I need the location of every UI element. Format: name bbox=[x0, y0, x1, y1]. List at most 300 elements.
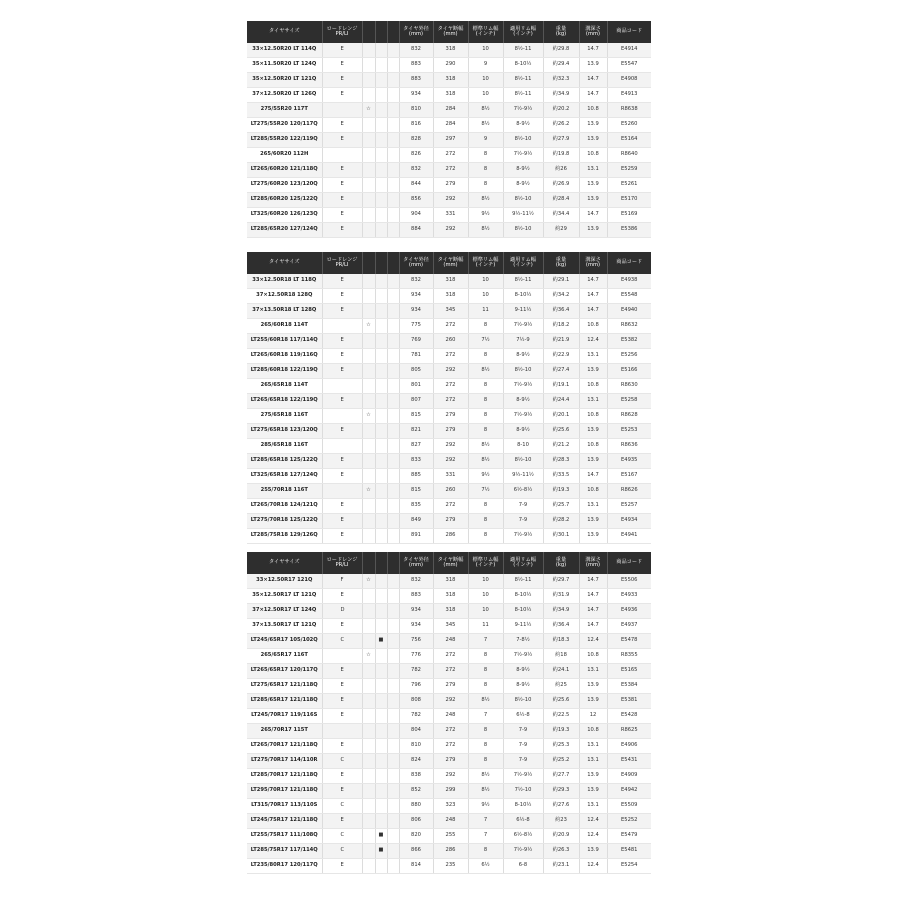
cell-outer-diameter: 804 bbox=[399, 724, 433, 739]
cell-size: 285/65R18 116T bbox=[247, 439, 322, 454]
cell-product-code: R8632 bbox=[607, 319, 651, 334]
cell-section-width: 318 bbox=[433, 604, 468, 619]
cell-mark-a bbox=[362, 439, 375, 454]
cell-applicable-rim: 8-10½ bbox=[503, 589, 543, 604]
cell-weight: 約36.4 bbox=[543, 619, 579, 634]
cell-mark-a bbox=[362, 304, 375, 319]
cell-tread-depth: 14.7 bbox=[579, 289, 607, 304]
header-mark-c bbox=[387, 21, 399, 43]
cell-applicable-rim: 8-10½ bbox=[503, 604, 543, 619]
cell-mark-a bbox=[362, 454, 375, 469]
cell-size: LT265/65R18 122/119Q bbox=[247, 394, 322, 409]
header-mark-b bbox=[375, 21, 387, 43]
cell-mark-b bbox=[375, 859, 387, 874]
cell-load-range: E bbox=[322, 514, 362, 529]
cell-tread-depth: 12.4 bbox=[579, 334, 607, 349]
cell-load-range bbox=[322, 319, 362, 334]
cell-weight: 約26.9 bbox=[543, 178, 579, 193]
cell-section-width: 279 bbox=[433, 679, 468, 694]
cell-mark-a bbox=[362, 739, 375, 754]
cell-weight: 約26.3 bbox=[543, 844, 579, 859]
cell-load-range: E bbox=[322, 469, 362, 484]
cell-standard-rim: 8½ bbox=[468, 193, 503, 208]
cell-product-code: R8640 bbox=[607, 148, 651, 163]
table-row bbox=[247, 334, 651, 349]
cell-mark-a bbox=[362, 349, 375, 364]
cell-mark-a: ☆ bbox=[362, 484, 375, 499]
cell-mark-b bbox=[375, 223, 387, 238]
cell-load-range: E bbox=[322, 58, 362, 73]
cell-tread-depth: 12.4 bbox=[579, 859, 607, 874]
cell-mark-a bbox=[362, 208, 375, 223]
cell-mark-c bbox=[387, 829, 399, 844]
cell-product-code: E4909 bbox=[607, 769, 651, 784]
header-weight: 重量 (kg) bbox=[543, 21, 579, 43]
cell-tread-depth: 13.1 bbox=[579, 799, 607, 814]
cell-load-range: E bbox=[322, 769, 362, 784]
header-weight: 重量 (kg) bbox=[543, 552, 579, 574]
cell-mark-a bbox=[362, 604, 375, 619]
cell-outer-diameter: 844 bbox=[399, 178, 433, 193]
cell-standard-rim: 7½ bbox=[468, 484, 503, 499]
cell-size: 35×11.50R20 LT 124Q bbox=[247, 58, 322, 73]
cell-size: LT265/65R17 120/117Q bbox=[247, 664, 322, 679]
cell-applicable-rim: 7-8½ bbox=[503, 634, 543, 649]
cell-mark-b bbox=[375, 409, 387, 424]
cell-tread-depth: 13.1 bbox=[579, 499, 607, 514]
header-weight: 重量 (kg) bbox=[543, 252, 579, 274]
header-row bbox=[247, 552, 651, 574]
cell-mark-c bbox=[387, 604, 399, 619]
cell-outer-diameter: 832 bbox=[399, 43, 433, 58]
cell-applicable-rim: 7-9 bbox=[503, 754, 543, 769]
cell-standard-rim: 9½ bbox=[468, 208, 503, 223]
cell-tread-depth: 13.9 bbox=[579, 529, 607, 544]
cell-applicable-rim: 7½-9 bbox=[503, 334, 543, 349]
cell-outer-diameter: 852 bbox=[399, 784, 433, 799]
cell-mark-c bbox=[387, 454, 399, 469]
cell-section-width: 292 bbox=[433, 769, 468, 784]
cell-outer-diameter: 769 bbox=[399, 334, 433, 349]
table-row bbox=[247, 43, 651, 58]
cell-product-code: E5381 bbox=[607, 694, 651, 709]
cell-section-width: 272 bbox=[433, 664, 468, 679]
header-load-range: ロードレンジ PR/LI bbox=[322, 552, 362, 574]
cell-section-width: 248 bbox=[433, 709, 468, 724]
cell-mark-c bbox=[387, 784, 399, 799]
cell-mark-c bbox=[387, 334, 399, 349]
cell-weight: 約25.7 bbox=[543, 499, 579, 514]
cell-tread-depth: 13.9 bbox=[579, 424, 607, 439]
cell-mark-b bbox=[375, 289, 387, 304]
cell-load-range: E bbox=[322, 208, 362, 223]
cell-applicable-rim: 7-9 bbox=[503, 514, 543, 529]
cell-standard-rim: 8 bbox=[468, 163, 503, 178]
cell-weight: 約20.9 bbox=[543, 829, 579, 844]
cell-weight: 約36.4 bbox=[543, 304, 579, 319]
cell-mark-a bbox=[362, 148, 375, 163]
cell-size: 37×12.50R17 LT 124Q bbox=[247, 604, 322, 619]
cell-section-width: 272 bbox=[433, 724, 468, 739]
cell-load-range: E bbox=[322, 619, 362, 634]
cell-section-width: 272 bbox=[433, 349, 468, 364]
table-row bbox=[247, 649, 651, 664]
cell-load-range: E bbox=[322, 43, 362, 58]
cell-mark-a bbox=[362, 364, 375, 379]
cell-product-code: E4906 bbox=[607, 739, 651, 754]
cell-standard-rim: 10 bbox=[468, 589, 503, 604]
cell-outer-diameter: 781 bbox=[399, 349, 433, 364]
cell-section-width: 248 bbox=[433, 634, 468, 649]
cell-load-range: E bbox=[322, 334, 362, 349]
cell-outer-diameter: 775 bbox=[399, 319, 433, 334]
cell-standard-rim: 8 bbox=[468, 679, 503, 694]
cell-standard-rim: 8 bbox=[468, 319, 503, 334]
cell-standard-rim: 9½ bbox=[468, 799, 503, 814]
cell-mark-c bbox=[387, 754, 399, 769]
cell-mark-b bbox=[375, 514, 387, 529]
cell-mark-b bbox=[375, 784, 387, 799]
table-row bbox=[247, 859, 651, 874]
table-row bbox=[247, 349, 651, 364]
cell-mark-c bbox=[387, 574, 399, 589]
cell-mark-c bbox=[387, 679, 399, 694]
cell-standard-rim: 8 bbox=[468, 724, 503, 739]
cell-product-code: E5170 bbox=[607, 193, 651, 208]
cell-applicable-rim: 9-11½ bbox=[503, 619, 543, 634]
cell-mark-a bbox=[362, 844, 375, 859]
header-outer-diameter: タイヤ外径 (mm) bbox=[399, 252, 433, 274]
cell-outer-diameter: 885 bbox=[399, 469, 433, 484]
cell-mark-b bbox=[375, 499, 387, 514]
cell-load-range: E bbox=[322, 424, 362, 439]
table-row bbox=[247, 814, 651, 829]
cell-mark-c bbox=[387, 739, 399, 754]
cell-size: 265/60R20 112H bbox=[247, 148, 322, 163]
cell-section-width: 292 bbox=[433, 223, 468, 238]
table-row bbox=[247, 844, 651, 859]
cell-product-code: E5428 bbox=[607, 709, 651, 724]
cell-size: 33×12.50R17 121Q bbox=[247, 574, 322, 589]
cell-load-range: E bbox=[322, 289, 362, 304]
cell-outer-diameter: 856 bbox=[399, 193, 433, 208]
cell-standard-rim: 8 bbox=[468, 424, 503, 439]
cell-outer-diameter: 815 bbox=[399, 409, 433, 424]
cell-tread-depth: 14.7 bbox=[579, 619, 607, 634]
cell-tread-depth: 13.1 bbox=[579, 664, 607, 679]
cell-load-range: E bbox=[322, 178, 362, 193]
cell-tread-depth: 13.1 bbox=[579, 349, 607, 364]
cell-applicable-rim: 8½-10 bbox=[503, 364, 543, 379]
cell-applicable-rim: 7-9 bbox=[503, 724, 543, 739]
cell-outer-diameter: 828 bbox=[399, 133, 433, 148]
header-section-width: タイヤ断幅 (mm) bbox=[433, 552, 468, 574]
table-row bbox=[247, 484, 651, 499]
cell-size: LT285/55R20 122/119Q bbox=[247, 133, 322, 148]
cell-load-range: C bbox=[322, 754, 362, 769]
cell-weight: 約25.3 bbox=[543, 739, 579, 754]
cell-product-code: E5431 bbox=[607, 754, 651, 769]
cell-standard-rim: 7 bbox=[468, 829, 503, 844]
cell-mark-c bbox=[387, 103, 399, 118]
cell-tread-depth: 10.8 bbox=[579, 484, 607, 499]
cell-outer-diameter: 832 bbox=[399, 274, 433, 289]
cell-tread-depth: 13.1 bbox=[579, 754, 607, 769]
cell-standard-rim: 8½ bbox=[468, 223, 503, 238]
cell-tread-depth: 13.9 bbox=[579, 364, 607, 379]
cell-applicable-rim: 7-9 bbox=[503, 739, 543, 754]
cell-mark-c bbox=[387, 859, 399, 874]
cell-mark-b bbox=[375, 58, 387, 73]
cell-standard-rim: 10 bbox=[468, 88, 503, 103]
cell-outer-diameter: 883 bbox=[399, 58, 433, 73]
cell-mark-a: ☆ bbox=[362, 319, 375, 334]
table-row bbox=[247, 709, 651, 724]
cell-mark-b bbox=[375, 178, 387, 193]
cell-section-width: 260 bbox=[433, 484, 468, 499]
cell-section-width: 318 bbox=[433, 73, 468, 88]
cell-mark-a bbox=[362, 118, 375, 133]
cell-product-code: E5252 bbox=[607, 814, 651, 829]
cell-mark-c bbox=[387, 814, 399, 829]
cell-outer-diameter: 806 bbox=[399, 814, 433, 829]
cell-product-code: E5259 bbox=[607, 163, 651, 178]
cell-product-code: E5260 bbox=[607, 118, 651, 133]
cell-mark-b bbox=[375, 319, 387, 334]
cell-tread-depth: 10.8 bbox=[579, 724, 607, 739]
cell-size: LT285/60R20 125/122Q bbox=[247, 193, 322, 208]
cell-section-width: 318 bbox=[433, 43, 468, 58]
cell-product-code: E5257 bbox=[607, 499, 651, 514]
cell-section-width: 318 bbox=[433, 589, 468, 604]
cell-mark-b bbox=[375, 769, 387, 784]
cell-mark-c bbox=[387, 424, 399, 439]
cell-standard-rim: 10 bbox=[468, 73, 503, 88]
cell-weight: 約19.1 bbox=[543, 379, 579, 394]
cell-product-code: E4913 bbox=[607, 88, 651, 103]
cell-load-range: D bbox=[322, 604, 362, 619]
cell-tread-depth: 10.8 bbox=[579, 649, 607, 664]
cell-size: LT245/75R17 121/118Q bbox=[247, 814, 322, 829]
cell-mark-b bbox=[375, 724, 387, 739]
cell-mark-a bbox=[362, 43, 375, 58]
cell-size: LT245/65R17 105/102Q bbox=[247, 634, 322, 649]
cell-applicable-rim: 7½-9½ bbox=[503, 649, 543, 664]
cell-applicable-rim: 8-9½ bbox=[503, 664, 543, 679]
header-mark-a bbox=[362, 21, 375, 43]
cell-outer-diameter: 827 bbox=[399, 439, 433, 454]
table-row bbox=[247, 664, 651, 679]
table-row bbox=[247, 604, 651, 619]
cell-section-width: 279 bbox=[433, 409, 468, 424]
cell-standard-rim: 10 bbox=[468, 574, 503, 589]
cell-mark-a bbox=[362, 814, 375, 829]
table-row bbox=[247, 529, 651, 544]
cell-tread-depth: 14.7 bbox=[579, 73, 607, 88]
cell-weight: 約29 bbox=[543, 223, 579, 238]
cell-weight: 約26 bbox=[543, 163, 579, 178]
cell-applicable-rim: 8-9½ bbox=[503, 679, 543, 694]
cell-weight: 約21.9 bbox=[543, 334, 579, 349]
cell-size: LT255/60R18 117/114Q bbox=[247, 334, 322, 349]
cell-outer-diameter: 934 bbox=[399, 604, 433, 619]
cell-mark-c bbox=[387, 379, 399, 394]
cell-mark-a bbox=[362, 769, 375, 784]
header-load-range: ロードレンジ PR/LI bbox=[322, 21, 362, 43]
cell-section-width: 286 bbox=[433, 844, 468, 859]
cell-outer-diameter: 934 bbox=[399, 289, 433, 304]
cell-applicable-rim: 7½-9½ bbox=[503, 529, 543, 544]
cell-tread-depth: 13.9 bbox=[579, 784, 607, 799]
cell-size: LT275/65R17 121/118Q bbox=[247, 679, 322, 694]
cell-standard-rim: 8½ bbox=[468, 784, 503, 799]
cell-standard-rim: 8 bbox=[468, 649, 503, 664]
cell-load-range: E bbox=[322, 163, 362, 178]
cell-mark-b bbox=[375, 664, 387, 679]
cell-section-width: 318 bbox=[433, 274, 468, 289]
cell-standard-rim: 8 bbox=[468, 844, 503, 859]
cell-weight: 約29.1 bbox=[543, 274, 579, 289]
cell-outer-diameter: 826 bbox=[399, 148, 433, 163]
cell-outer-diameter: 835 bbox=[399, 499, 433, 514]
cell-section-width: 292 bbox=[433, 193, 468, 208]
cell-product-code: E5548 bbox=[607, 289, 651, 304]
table-row bbox=[247, 634, 651, 649]
cell-product-code: E5386 bbox=[607, 223, 651, 238]
table-row bbox=[247, 364, 651, 379]
cell-mark-b bbox=[375, 334, 387, 349]
cell-mark-c bbox=[387, 193, 399, 208]
cell-mark-c bbox=[387, 304, 399, 319]
cell-outer-diameter: 801 bbox=[399, 379, 433, 394]
cell-load-range: E bbox=[322, 349, 362, 364]
tire-table-17-inch bbox=[247, 552, 651, 874]
cell-mark-a: ☆ bbox=[362, 103, 375, 118]
cell-weight: 約34.9 bbox=[543, 88, 579, 103]
cell-size: 33×12.50R20 LT 114Q bbox=[247, 43, 322, 58]
cell-standard-rim: 7½ bbox=[468, 334, 503, 349]
cell-applicable-rim: 8½-10 bbox=[503, 133, 543, 148]
cell-outer-diameter: 934 bbox=[399, 304, 433, 319]
cell-size: LT275/65R18 123/120Q bbox=[247, 424, 322, 439]
table-row bbox=[247, 178, 651, 193]
header-product-code: 商品コード bbox=[607, 21, 651, 43]
table-row bbox=[247, 148, 651, 163]
cell-tread-depth: 13.9 bbox=[579, 178, 607, 193]
cell-weight: 約29.7 bbox=[543, 574, 579, 589]
cell-weight: 約31.9 bbox=[543, 589, 579, 604]
table-row bbox=[247, 118, 651, 133]
cell-mark-a bbox=[362, 514, 375, 529]
cell-mark-c bbox=[387, 274, 399, 289]
cell-product-code: E4940 bbox=[607, 304, 651, 319]
cell-mark-c bbox=[387, 58, 399, 73]
table-row bbox=[247, 694, 651, 709]
cell-product-code: E5258 bbox=[607, 394, 651, 409]
cell-mark-a bbox=[362, 619, 375, 634]
cell-standard-rim: 8 bbox=[468, 178, 503, 193]
cell-mark-b bbox=[375, 469, 387, 484]
cell-product-code: E5169 bbox=[607, 208, 651, 223]
header-tread-depth: 溝深さ (mm) bbox=[579, 252, 607, 274]
cell-mark-c bbox=[387, 223, 399, 238]
cell-outer-diameter: 883 bbox=[399, 589, 433, 604]
cell-mark-b bbox=[375, 424, 387, 439]
header-standard-rim: 標準リム幅 (インチ) bbox=[468, 552, 503, 574]
cell-mark-a bbox=[362, 394, 375, 409]
header-product-code: 商品コード bbox=[607, 552, 651, 574]
cell-standard-rim: 7 bbox=[468, 634, 503, 649]
cell-section-width: 272 bbox=[433, 499, 468, 514]
cell-size: LT265/60R20 121/118Q bbox=[247, 163, 322, 178]
cell-tread-depth: 12.4 bbox=[579, 814, 607, 829]
cell-product-code: E4908 bbox=[607, 73, 651, 88]
cell-product-code: R8625 bbox=[607, 724, 651, 739]
cell-outer-diameter: 866 bbox=[399, 844, 433, 859]
cell-product-code: E5261 bbox=[607, 178, 651, 193]
cell-size: 35×12.50R20 LT 121Q bbox=[247, 73, 322, 88]
cell-mark-c bbox=[387, 484, 399, 499]
cell-tread-depth: 13.9 bbox=[579, 193, 607, 208]
cell-standard-rim: 8 bbox=[468, 148, 503, 163]
cell-size: LT255/75R17 111/108Q bbox=[247, 829, 322, 844]
cell-applicable-rim: 7½-9½ bbox=[503, 769, 543, 784]
cell-product-code: E4933 bbox=[607, 589, 651, 604]
cell-standard-rim: 9 bbox=[468, 133, 503, 148]
cell-size: LT285/75R18 129/126Q bbox=[247, 529, 322, 544]
cell-mark-a bbox=[362, 724, 375, 739]
cell-applicable-rim: 7½-9½ bbox=[503, 379, 543, 394]
header-product-code: 商品コード bbox=[607, 252, 651, 274]
cell-mark-c bbox=[387, 43, 399, 58]
cell-mark-b bbox=[375, 754, 387, 769]
cell-load-range: E bbox=[322, 694, 362, 709]
header-mark-a bbox=[362, 252, 375, 274]
cell-tread-depth: 13.9 bbox=[579, 769, 607, 784]
cell-section-width: 248 bbox=[433, 814, 468, 829]
cell-product-code: E4941 bbox=[607, 529, 651, 544]
cell-product-code: E4914 bbox=[607, 43, 651, 58]
table-row bbox=[247, 424, 651, 439]
table-row bbox=[247, 223, 651, 238]
cell-product-code: E4937 bbox=[607, 619, 651, 634]
cell-tread-depth: 13.9 bbox=[579, 694, 607, 709]
cell-product-code: E4934 bbox=[607, 514, 651, 529]
cell-weight: 約18 bbox=[543, 649, 579, 664]
cell-mark-a bbox=[362, 859, 375, 874]
cell-tread-depth: 14.7 bbox=[579, 469, 607, 484]
cell-standard-rim: 8 bbox=[468, 664, 503, 679]
cell-outer-diameter: 815 bbox=[399, 484, 433, 499]
cell-mark-b bbox=[375, 694, 387, 709]
cell-load-range: E bbox=[322, 664, 362, 679]
cell-mark-a bbox=[362, 334, 375, 349]
cell-size: LT285/65R18 125/122Q bbox=[247, 454, 322, 469]
cell-outer-diameter: 808 bbox=[399, 694, 433, 709]
cell-mark-a bbox=[362, 529, 375, 544]
cell-product-code: E4936 bbox=[607, 604, 651, 619]
cell-weight: 約20.1 bbox=[543, 409, 579, 424]
cell-mark-a bbox=[362, 88, 375, 103]
cell-applicable-rim: 8-9½ bbox=[503, 118, 543, 133]
cell-applicable-rim: 8-9½ bbox=[503, 424, 543, 439]
table-row bbox=[247, 574, 651, 589]
header-row bbox=[247, 252, 651, 274]
cell-outer-diameter: 833 bbox=[399, 454, 433, 469]
cell-applicable-rim: 8-9½ bbox=[503, 349, 543, 364]
cell-load-range: E bbox=[322, 814, 362, 829]
cell-size: 275/65R18 116T bbox=[247, 409, 322, 424]
